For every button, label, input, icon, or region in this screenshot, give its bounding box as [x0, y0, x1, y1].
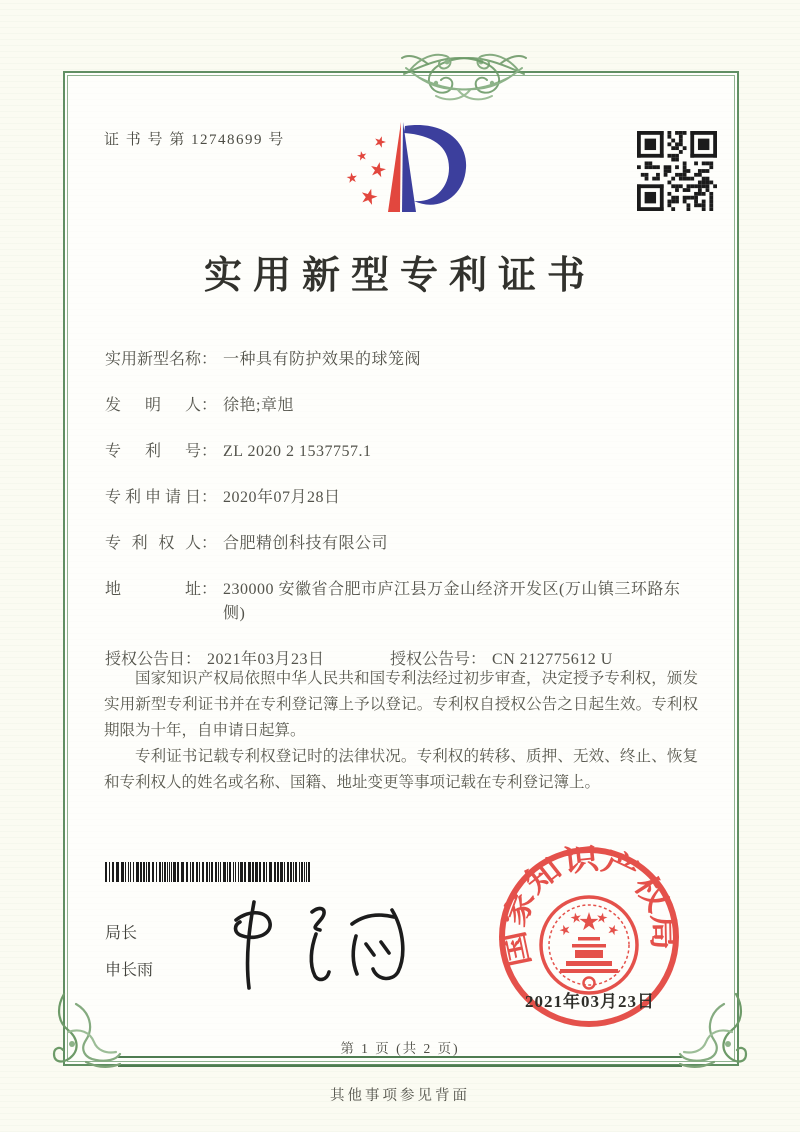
field-value: 一种具有防护效果的球笼阀 — [223, 351, 422, 368]
legal-paragraph-2: 专利证书记载专利权登记时的法律状况。专利权的转移、质押、无效、终止、恢复和专利权人的姓名或名称、国籍、地址变更等事项记载在专利登记簿上。 — [104, 748, 698, 791]
qr-code — [637, 131, 717, 211]
cnipa-logo — [338, 108, 478, 232]
field-label: 地址 — [105, 581, 201, 598]
field-grant-date: 授权公告日 ： 2021年03月23日 — [105, 648, 390, 672]
field-label: 实用新型名称 — [105, 351, 202, 368]
field-label: 专利申请日 — [105, 489, 201, 506]
field-value: 徐艳;章旭 — [223, 397, 294, 414]
certificate-title: 实用新型专利证书 — [203, 255, 596, 297]
back-note: 其他事项参见背面 — [330, 1088, 470, 1104]
field-label: 专利权人 — [105, 535, 201, 552]
national-emblem — [541, 897, 637, 993]
barcode — [105, 862, 312, 882]
field-value: 230000 安徽省合肥市庐江县万金山经济开发区(万山镇三环路东侧) — [223, 581, 681, 622]
officer-block — [105, 920, 153, 980]
field-utility-model-name: 实用新型名称 ： 一种具有防护效果的球笼阀 — [105, 348, 697, 372]
field-inventor: 发明人 ： 徐艳;章旭 — [105, 394, 697, 418]
page-number: 第 1 页 (共 2 页) — [340, 1041, 460, 1056]
officer-title: 局长 — [105, 925, 138, 942]
field-value: ZL 2020 2 1537757.1 — [223, 443, 372, 460]
legal-paragraph-1: 国家知识产权局依照中华人民共和国专利法经过初步审查，决定授予专利权，颁发实用新型专利证书并在专利登记簿上予以登记。专利权自授权公告之日起生效。专利权期限为十年，自申请日起算。 — [104, 670, 698, 739]
field-value: CN 212775612 U — [492, 651, 613, 668]
certificate-number: 证 书 号 第 12748699 号 — [104, 132, 285, 148]
certificate-fields — [105, 348, 697, 672]
legal-text — [104, 666, 698, 796]
field-value: 合肥精创科技有限公司 — [223, 535, 389, 552]
field-label: 专利号 — [105, 443, 201, 460]
field-patentee: 专利权人 ： 合肥精创科技有限公司 — [105, 532, 697, 556]
field-label: 发明人 — [105, 397, 201, 414]
field-value: 2021年03月23日 — [207, 651, 325, 668]
field-address: 地址 ： 230000 安徽省合肥市庐江县万金山经济开发区(万山镇三环路东侧) — [105, 578, 697, 626]
seal-date: 2021年03月23日 — [525, 992, 655, 1011]
seal-text: 国家知识产权局 — [498, 842, 680, 970]
field-label: 授权公告号 — [390, 651, 471, 668]
field-value: 2020年07月28日 — [223, 489, 341, 506]
field-application-date: 专利申请日 ： 2020年07月28日 — [105, 486, 697, 510]
field-patent-number: 专利号 ： ZL 2020 2 1537757.1 — [105, 440, 697, 464]
field-grant-number: 授权公告号 ： CN 212775612 U — [390, 648, 613, 672]
signature-shen-changyu — [214, 888, 440, 1000]
officer-name: 申长雨 — [105, 962, 154, 979]
field-label: 授权公告日 — [105, 651, 186, 668]
